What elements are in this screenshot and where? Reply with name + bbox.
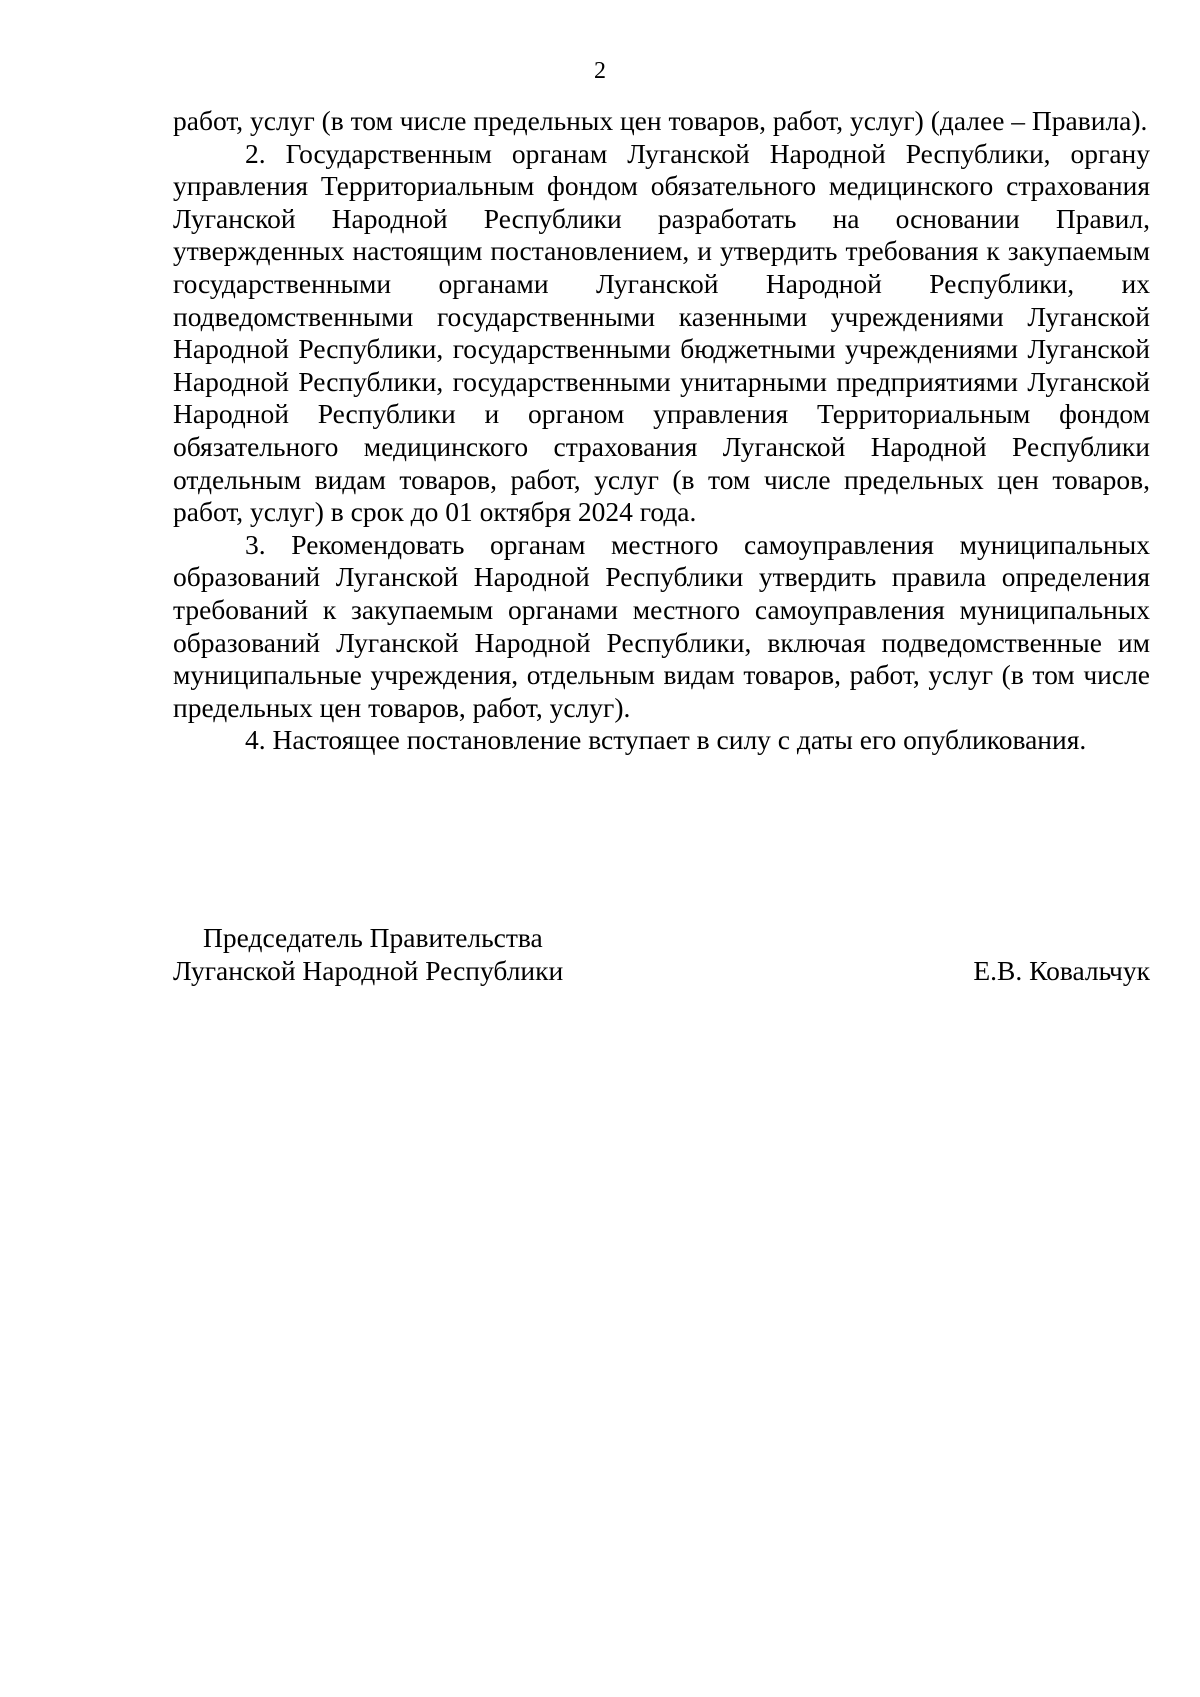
signatory-title-line2: Луганской Народной Республики — [173, 954, 564, 986]
signature-row — [173, 955, 1150, 988]
document-body — [173, 105, 1150, 757]
page-number: 2 — [594, 58, 606, 84]
signature-block — [173, 922, 1150, 987]
paragraph-item-3: 3. Рекомендовать органам местного самоуправления муниципальных образований Луганской Народной Республики утвердить правила определения требований к закупаемым органами местного самоуправления муниципальных образований Луганской Народной Республики, включая подведомственные им муниципальные учреждения, отдельным видам товаров, работ, услуг (в том числе предельных цен товаров, работ, услуг). — [173, 528, 1150, 723]
paragraph-continuation: работ, услуг (в том числе предельных цен товаров, работ, услуг) (далее – Правила). — [173, 105, 1148, 136]
paragraph-item-4: 4. Настоящее постановление вступает в силу с даты его опубликования. — [245, 724, 1087, 756]
signatory-title-line1: Председатель Правительства — [203, 922, 543, 953]
signatory-name: Е.В. Ковальчук — [973, 954, 1150, 986]
paragraph-item-2: 2. Государственным органам Луганской Народной Республики, органу управления Территориальным фондом обязательного медицинского страхования Луганской Народной Республики разработать на основании Правил, утвержденных настоящим постановлением, и утвердить требования к закупаемым государственными органами Луганской Народной Республики, их подведомственными государственными казенными учреждениями Луганской Народной Республики, государственными бюджетными учреждениями Луганской Народной Республики, государственными унитарными предприятиями Луганской Народной Республики и органом управления Территориальным фондом обязательного медицинского страхования Луганской Народной Республики отдельным видам товаров, работ, услуг (в том числе предельных цен товаров, работ, услуг) в срок до 01 октября 2024 года. — [173, 137, 1150, 528]
